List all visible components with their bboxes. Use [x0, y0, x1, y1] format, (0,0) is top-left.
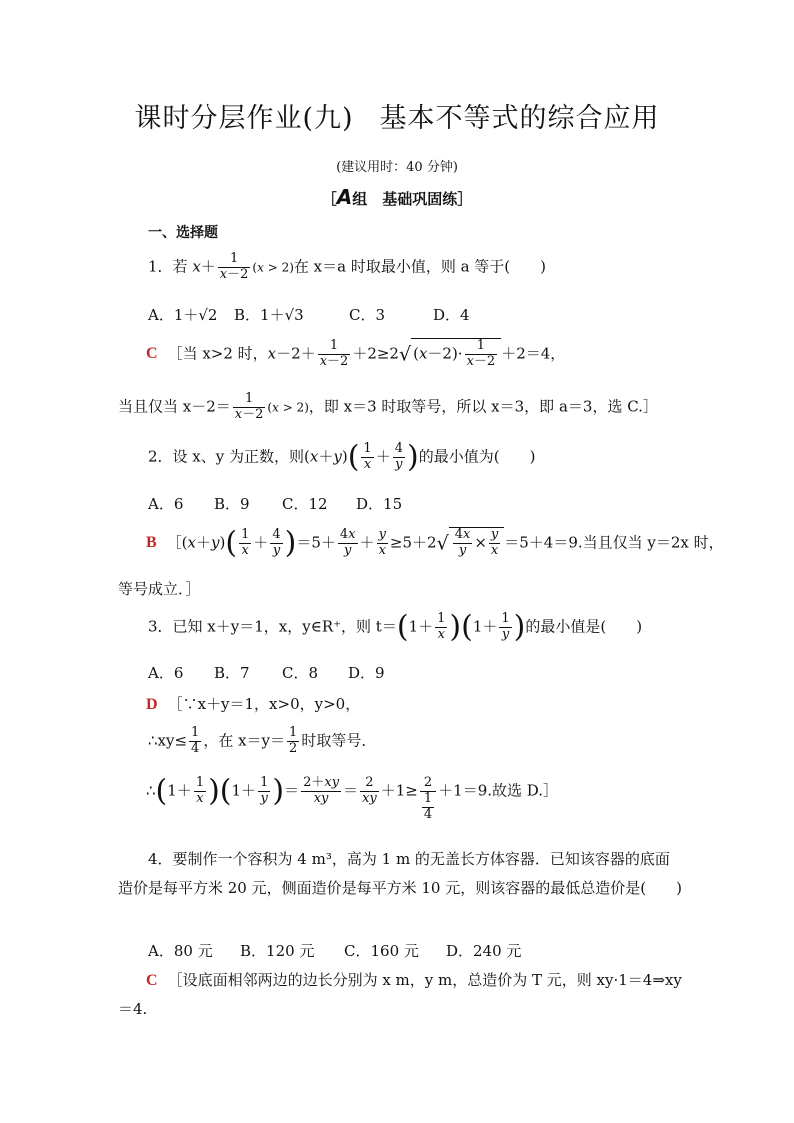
time-note: (建议用时：40 分钟) [336, 160, 458, 175]
question-1: 1．若 x＋ $\frac{1}{x-2}$ (x > 2)在 x＝a 时取最小值，则 a 等于( ) [148, 251, 547, 282]
option-c[interactable]: C．160 元 [344, 942, 419, 960]
group-letter: A [336, 185, 353, 209]
question-3-options [148, 662, 385, 683]
option-d[interactable]: D．15 [356, 495, 403, 513]
option-c[interactable]: C．3 [349, 306, 386, 324]
option-d[interactable]: D．4 [433, 306, 470, 324]
question-2-options [148, 493, 402, 514]
answer-letter: C [146, 972, 158, 989]
question-1-options [148, 304, 470, 325]
question-2-solution-cont: 等号成立．］ [118, 580, 201, 598]
question-4-options [148, 940, 521, 961]
question-2-solution: B ［(x＋y)( $\frac{1}{x}$ ＋ $\frac{4}{y}$ )＝5＋ $\frac{4x}{y}$ ＋ $\frac{y}{x}$ ≥5＋2√ $\frac{4x}{y}$ × $\frac{y}{x}$ ＝5＋4＝9.当且仅当 y＝2x 时， [146, 525, 724, 561]
question-4: 4．要制作一个容积为 4 m³，高为 1 m 的无盖长方体容器．已知该容器的底面造价是每平方米 20 元，侧面造价是每平方米 10 元，则该容器的最低总造价是( ) [118, 850, 682, 897]
answer-letter: C [146, 345, 158, 363]
option-d[interactable]: D．240 元 [446, 942, 522, 960]
option-a[interactable]: A．80 元 [148, 942, 213, 960]
title-topic: 基本不等式的综合应用 [379, 103, 660, 134]
answer-letter: D [146, 696, 158, 713]
option-b[interactable]: B．1＋√3 [234, 306, 304, 324]
title-series: 课时分层作业(九) [134, 103, 354, 134]
group-heading: ［A组 基础巩固练］ [321, 185, 473, 209]
question-3-solution-line3: ∴(1＋ $\frac{1}{x}$ )(1＋ $\frac{1}{y}$ )＝ $\frac{2+xy}{xy}$ ＝ $\frac{2}{xy}$ ＋1≥ $\frac{2}{\frac{1}{4}}$ ＋1＝9.故选 D.］ [146, 773, 559, 822]
answer-letter: B [146, 534, 157, 552]
option-b[interactable]: B．9 [214, 495, 250, 513]
question-3: 3．已知 x＋y＝1，x，y∈R⁺，则 t＝(1＋ $\frac{1}{x}$ )(1＋ $\frac{1}{y}$ )的最小值是( ) [148, 609, 643, 645]
question-4-solution: C ［设底面相邻两边的边长分别为 x m，y m，总造价为 T 元，则 xy·1＝4⇒xy＝4. [118, 971, 682, 1018]
option-a[interactable]: A．1＋√2 [148, 306, 218, 324]
page-title [0, 96, 794, 135]
question-3-solution: D ［∵x＋y＝1，x>0，y>0， [146, 695, 361, 713]
group-label: 组 基础巩固练 [352, 190, 458, 208]
option-b[interactable]: B．120 元 [240, 942, 315, 960]
question-2: 2．设 x、y 为正数，则(x＋y)( $\frac{1}{x}$ ＋ $\frac{4}{y}$ )的最小值为( ) [148, 439, 536, 475]
section-heading: 一、选择题 [148, 225, 218, 241]
option-b[interactable]: B．7 [214, 664, 250, 682]
option-a[interactable]: A．6 [148, 495, 184, 513]
question-1-solution-cont: 当且仅当 x－2＝ $\frac{1}{x-2}$ (x > 2)，即 x＝3 时取等号，所以 x＝3，即 a＝3，选 C.］ [118, 391, 658, 422]
option-a[interactable]: A．6 [148, 664, 184, 682]
question-1-solution: C ［当 x>2 时，x－2＋ $\frac{1}{x-2}$ ＋2≥2√ (x－2)· $\frac{1}{x-2}$ ＋2＝4， [146, 338, 566, 369]
question-3-solution-line2: ∴xy≤ $\frac{1}{4}$ ，在 x＝y＝ $\frac{1}{2}$ 时取等号． [148, 725, 377, 756]
option-c[interactable]: C．8 [282, 664, 319, 682]
option-c[interactable]: C．12 [282, 495, 328, 513]
option-d[interactable]: D．9 [348, 664, 385, 682]
